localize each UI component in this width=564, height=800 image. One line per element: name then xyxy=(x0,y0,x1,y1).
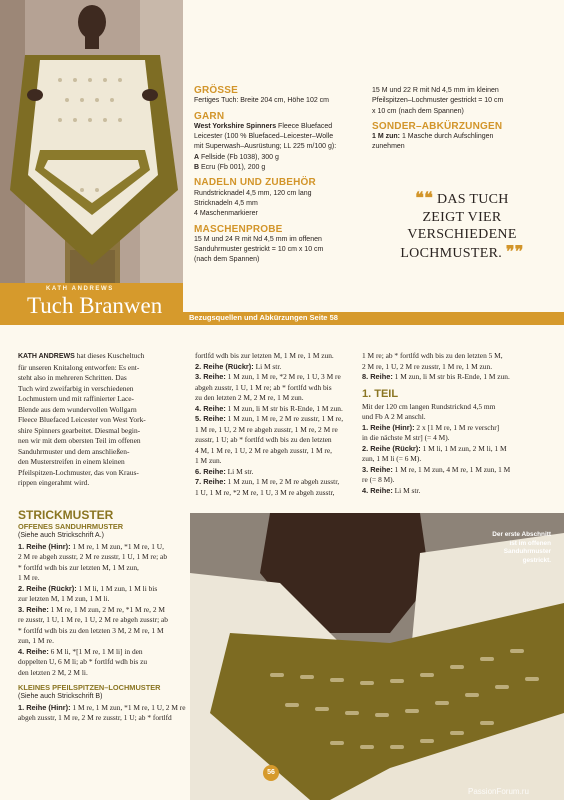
intro-text xyxy=(18,351,186,489)
sonder-heading: SONDER–ABKÜRZUNGEN xyxy=(372,120,503,132)
row-text: 1 M li, 1 M zun, 1 M li bis xyxy=(76,583,158,593)
row-key: 4. Reihe: xyxy=(18,646,49,656)
garn-line-3: mit Superwash–Ausrüstung; LL 225 m/100 g): xyxy=(194,143,337,151)
strickmuster-heading: STRICKMUSTER xyxy=(18,508,114,522)
row-key: 2. Reihe (Rückr): xyxy=(195,361,254,371)
row-text: Mit der 120 cm langen Rundstricknd 4,5 mm xyxy=(362,401,496,411)
row-text: 1 M zun. xyxy=(195,456,222,465)
row-key: 3. Reihe: xyxy=(18,604,49,614)
intro-line: für unseren Knitalong entworfen: Es ent- xyxy=(18,362,140,372)
caption-line: gestrickt. xyxy=(522,556,551,564)
garn-line-1 xyxy=(194,122,366,132)
row-text: Li M str. xyxy=(225,466,254,476)
intro-line: den Musterstreifen in einem kleinen xyxy=(18,457,125,466)
sanduhr-row-3 xyxy=(18,605,186,616)
intro-line: Sanduhrmuster und dem anschließen- xyxy=(18,446,130,456)
row-text: 1 M zun, 1 M re, *2 M re, 1 U, 3 M re xyxy=(225,372,341,381)
garn-line-1-text: Fleece Bluefaced xyxy=(278,122,333,130)
caption-line: ist im offenen xyxy=(509,539,551,547)
pfeilspitzen-ref: (Siehe auch Strickschrift B) xyxy=(18,693,103,700)
row-text: 1 M re, 1 M zun, 4 M re, 1 M zun, 1 M xyxy=(392,464,511,474)
sanduhr-subheading: OFFENES SANDUHRMUSTER xyxy=(18,522,124,531)
references-text: Bezugsquellen und Abkürzungen Seite 58 xyxy=(189,313,338,322)
row-text: re (= 8 M). xyxy=(362,475,395,484)
row-key: 1. Reihe (Hinr): xyxy=(18,702,71,712)
caption-line: Sanduhrmuster xyxy=(503,548,551,555)
intro-line: Pfeilspitzen-Lochmuster, das von Kraus- xyxy=(18,467,139,477)
quote-line-4-text: LOCHMUSTER. xyxy=(400,245,503,261)
row-text: re zusstr, 1 U, 1 M re, 1 U, 2 M re abgeh zusstr; ab xyxy=(18,615,168,624)
groesse-heading: GRÖSSE xyxy=(194,85,238,96)
watermark: PassionForum.ru xyxy=(468,787,529,796)
garn-color-b xyxy=(194,163,366,173)
row-text: abgeh zusstr, 1 U, 1 M re; ab * fortlfd wdh bis xyxy=(195,382,332,392)
row-key: 6. Reihe: xyxy=(195,466,226,476)
nadeln-line-2: Stricknadeln 4,5 mm xyxy=(194,199,258,207)
sonder-line-1-text: 1 Masche durch Aufschlingen xyxy=(401,133,494,141)
garn-brand: West Yorkshire Spinners xyxy=(194,122,277,130)
intro-line: nen wir mit dem obersten Teil im offenen xyxy=(18,436,141,445)
row-text: doppelten U, 6 M li; ab * fortlfd wdh bis zu xyxy=(18,657,148,666)
garn-b-label: B xyxy=(194,164,200,172)
nadeln-line-3: 4 Maschenmarkierer xyxy=(194,210,258,218)
intro-line: Tuch wird zweifarbig in verschiedenen xyxy=(18,383,134,393)
photo-caption xyxy=(446,531,551,565)
row-text: 2 M re, 1 U, 2 M re zusstr, 1 M re, 1 M zun. xyxy=(362,361,493,371)
row-text: zur letzten M, 1 M zun, 1 M li. xyxy=(18,594,110,603)
row-key: 7. Reihe: xyxy=(195,477,226,486)
quote-open-icon: ❝❝ xyxy=(415,190,434,207)
row-key: 1. Reihe (Hinr): xyxy=(362,422,415,432)
row-text: 1 M zun, 1 M re, 2 M re zusstr, 1 M re, xyxy=(225,414,344,423)
quote-line-3: VERSCHIEDENE xyxy=(407,227,517,242)
quote-line-1 xyxy=(372,190,552,209)
intro-line: rippen eingerahmt wird. xyxy=(18,478,90,487)
model-with-shawl-illustration xyxy=(0,0,183,283)
row-text: zu den letzten 2 M, 2 M re, 1 M zun. xyxy=(195,393,304,402)
teil-row-2 xyxy=(362,444,554,455)
col2-row-7 xyxy=(195,477,363,488)
col2-row-5 xyxy=(195,414,363,425)
row-text: 1 M zun, 1 M re, 2 M re abgeh zusstr, xyxy=(225,477,340,486)
intro-line-0 xyxy=(18,351,186,363)
info-column-left xyxy=(194,86,366,266)
row-text: 1 M re. xyxy=(18,573,40,582)
row-text: 2 M re abgeh zusstr, 2 M re zusstr, 1 U, 1 M re; ab xyxy=(18,552,168,561)
quote-line-4 xyxy=(372,244,552,263)
row-text: 1 M re, 1 M zun, 2 M re, *1 M re, 2 M xyxy=(48,604,165,614)
row-text: Li M str. xyxy=(253,361,282,371)
maschenprobe-line-6: x 10 cm (nach dem Spannen) xyxy=(372,107,464,115)
pfeilspitzen-row-1 xyxy=(18,703,186,714)
maschenprobe-line-3: (nach dem Spannen) xyxy=(194,256,260,264)
intro-line: Fleece Bluefaced Leicester von West York- xyxy=(18,415,146,424)
intro-line: Blende aus dem wundervollen Wollgarn xyxy=(18,404,137,414)
row-key: 2. Reihe (Rückr): xyxy=(18,583,77,593)
teil-heading: 1. TEIL xyxy=(362,387,399,400)
intro-line: shire Spinners gearbeitet. Diesmal begin- xyxy=(18,425,141,435)
caption-line: Der erste Abschnitt xyxy=(492,531,551,538)
maschenprobe-line-4: 15 M und 22 R mit Nd 4,5 mm im kleinen xyxy=(372,87,499,94)
garn-b-text: Ecru (Fb 001), 200 g xyxy=(201,164,266,172)
teil-row-3 xyxy=(362,465,554,476)
row-text: 1 M re, 1 U, 2 M re abgeh zusstr, 1 M re, 2 M re xyxy=(195,424,338,434)
row-text: 2 x [1 M re, 1 M re verschr] xyxy=(414,422,500,432)
garn-a-text: Fellside (Fb 1038), 300 g xyxy=(201,153,279,161)
row-text: 4 M, 1 M re, 1 U, 2 M re abgeh zusstr, 1 M re, xyxy=(195,445,333,455)
teil-row-4 xyxy=(362,486,554,497)
groesse-text: Fertiges Tuch: Breite 204 cm, Höhe 102 cm xyxy=(194,97,330,105)
row-text: 1 U, 1 M re, *2 M re, 1 U, 3 M re abgeh zusstr, xyxy=(195,487,335,497)
row-key: 5. Reihe: xyxy=(195,414,226,423)
row-text: * fortlfd wdh bis zur letzten M, 1 M zun, xyxy=(18,562,139,572)
instructions-column-2 xyxy=(195,351,363,498)
col2-row-2 xyxy=(195,362,363,373)
row-key: 4. Reihe: xyxy=(195,403,226,413)
row-text: zusstr, 1 U; ab * fortlfd wdh bis zu den letzten xyxy=(195,435,332,444)
strickmuster-section xyxy=(18,508,186,724)
row-key: 1. Reihe (Hinr): xyxy=(18,541,71,551)
garn-a-label: A xyxy=(194,153,200,161)
pfeilspitzen-subheading: KLEINES PFEILSPITZEN–LOCHMUSTER xyxy=(18,683,161,692)
maschenprobe-line-2: Sanduhrmuster gestrickt = 10 cm x 10 cm xyxy=(194,246,324,254)
row-text: 1 M re; ab * fortlfd wdh bis zu den letzten 5 M, xyxy=(362,351,503,360)
quote-line-1-text: DAS TUCH xyxy=(436,192,509,207)
designer-name: KATH ANDREWS xyxy=(46,286,114,292)
row-text: in die nächste M str] (= 4 M). xyxy=(362,433,450,442)
row-text: zun, 1 M re. xyxy=(18,636,54,645)
row-text: zun, 1 M li (= 6 M). xyxy=(362,454,422,463)
hero-photo xyxy=(0,0,183,283)
maschenprobe-line-5: Pfeilspitzen–Lochmuster gestrickt = 10 cm xyxy=(372,97,504,105)
row-key: 4. Reihe: xyxy=(362,485,393,495)
col2-row-4 xyxy=(195,404,363,415)
page-number: 56 xyxy=(263,765,279,781)
row-text: Li M str. xyxy=(392,485,421,495)
quote-close-icon: ❞❞ xyxy=(505,243,524,261)
nadeln-heading: NADELN UND ZUBEHÖR xyxy=(194,177,316,189)
col3-row-8 xyxy=(362,372,554,383)
garn-line-2: Leicester (100 % Bluefaced–Leicester–Wolle xyxy=(194,133,334,141)
intro-line: Lochmustern und mit raffinierter Lace- xyxy=(18,394,135,403)
garn-heading: GARN xyxy=(194,110,225,122)
quote-line-2: ZEIGT VIER xyxy=(422,209,502,225)
row-text: * fortlfd wdh bis zu den letzten 3 M, 2 M re, 1 M xyxy=(18,625,164,635)
intro-line: steht also in mehreren Schritten. Das xyxy=(18,373,127,382)
nadeln-line-1: Rundstricknadel 4,5 mm, 120 cm lang xyxy=(194,189,312,197)
row-key: 3. Reihe: xyxy=(362,464,393,474)
col2-row-6 xyxy=(195,467,363,478)
sanduhr-ref: (Siehe auch Strickschrift A.) xyxy=(18,532,104,539)
row-text: 1 M re, 1 M zun, *1 M re, 1 U, 2 M re xyxy=(70,702,186,712)
row-text: 6 M li, *[1 M re, 1 M li] in den xyxy=(48,646,143,656)
sanduhr-row-4 xyxy=(18,647,186,658)
sonder-abbr: 1 M zun: xyxy=(372,133,400,141)
garn-color-a xyxy=(194,153,366,163)
sonder-line-2: zunehmen xyxy=(372,143,405,151)
row-text: abgeh zusstr, 1 M re, 2 M re zusstr, 1 U; ab * fortlfd xyxy=(18,713,172,722)
pattern-title: Tuch Branwen xyxy=(27,293,163,318)
row-text: 1 M zun, li M str bis R-Ende, 1 M zun. xyxy=(392,372,510,381)
intro-author: KATH ANDREWS xyxy=(18,353,75,360)
info-column-right xyxy=(372,86,557,153)
row-text: fortlfd wdh bis zur letzten M, 1 M re, 1 M zun. xyxy=(195,351,334,360)
col2-row-3 xyxy=(195,372,363,383)
instructions-column-3 xyxy=(362,351,554,496)
sonder-line-1 xyxy=(372,132,557,142)
row-key: 3. Reihe: xyxy=(195,372,226,381)
pull-quote xyxy=(372,190,552,262)
row-text: 1 M zun, li M str bis R-Ende, 1 M zun. xyxy=(225,403,343,413)
sanduhr-row-2 xyxy=(18,584,186,595)
row-text: und Fb A 2 M anschl. xyxy=(362,412,426,421)
maschenprobe-heading: MASCHENPROBE xyxy=(194,223,283,235)
teil-row-1 xyxy=(362,423,554,434)
row-key: 8. Reihe: xyxy=(362,372,393,381)
maschenprobe-line-1: 15 M und 24 R mit Nd 4,5 mm im offenen xyxy=(194,235,322,243)
row-text: 1 M re, 1 M zun, *1 M re, 1 U, xyxy=(70,541,164,551)
sanduhr-row-1 xyxy=(18,542,186,553)
intro-line-0-text: hat dieses Kuscheltuch xyxy=(74,351,145,360)
row-text: 1 M li, 1 M zun, 2 M li, 1 M xyxy=(420,443,507,453)
row-key: 2. Reihe (Rückr): xyxy=(362,443,421,453)
row-text: den letzten 2 M, 2 M li. xyxy=(18,667,88,677)
